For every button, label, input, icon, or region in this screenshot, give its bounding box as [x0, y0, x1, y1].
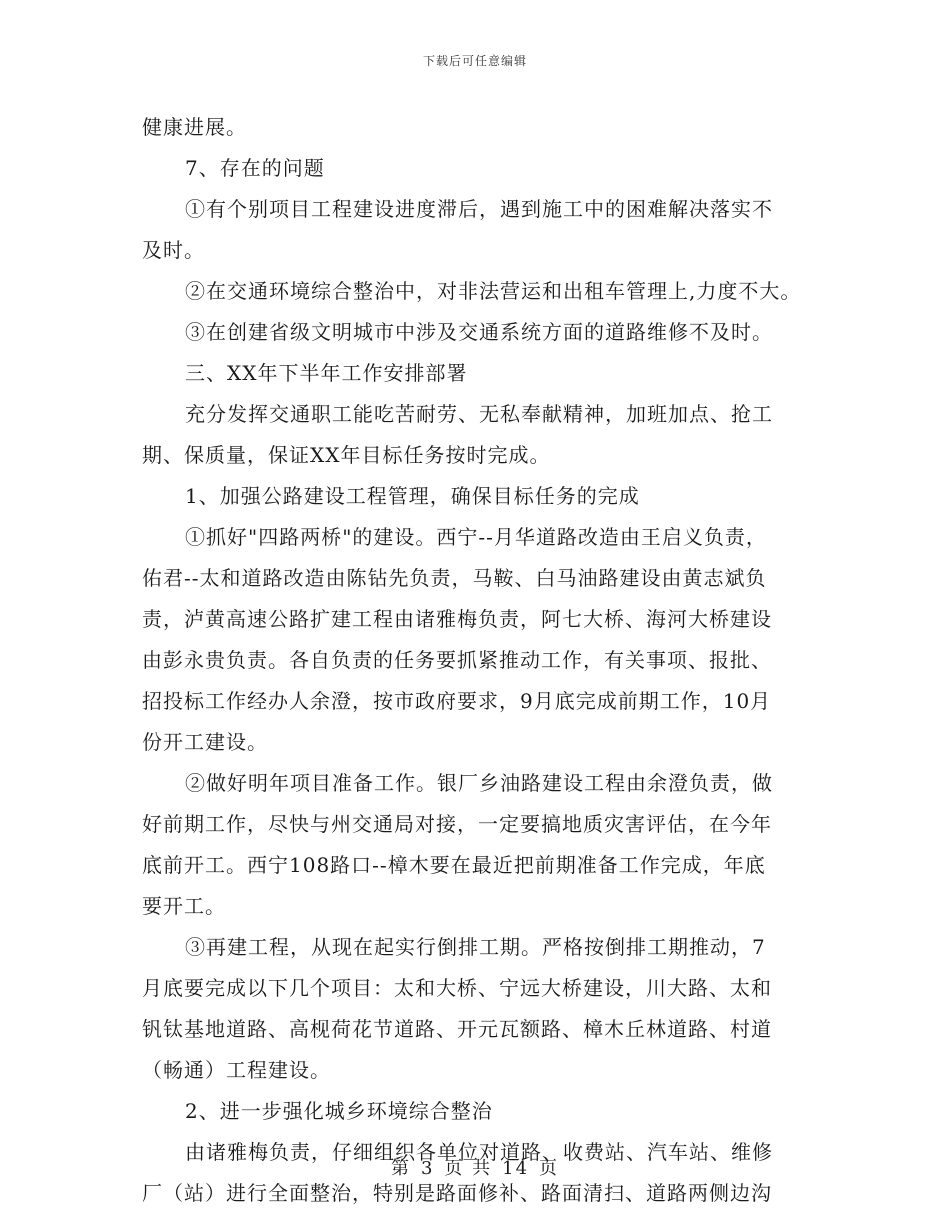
text-line: 月底要完成以下几个项目：太和大桥、宁远大桥建设，川大路、太和	[142, 976, 772, 1000]
text-line: （畅通）工程建设。	[142, 1058, 331, 1082]
section-heading: 三、XX年下半年工作安排部署	[185, 361, 468, 385]
text-line: 厂（站）进行全面整治，特别是路面修补、路面清扫、道路两侧边沟	[142, 1181, 772, 1205]
text-line: ③再建工程，从现在起实行倒排工期。严格按倒排工期推动，7	[185, 935, 766, 959]
text-line: 健康进展。	[142, 115, 247, 139]
text-line: 好前期工作，尽快与州交通局对接，一定要搞地质灾害评估，在今年	[142, 812, 772, 836]
text-line: 钒钛基地道路、高枧荷花节道路、开元瓦额路、樟木丘林道路、村道	[142, 1017, 772, 1041]
section-heading: 2、进一步强化城乡环境综合整治	[185, 1099, 493, 1123]
text-line: 份开工建设。	[142, 730, 268, 754]
text-line: ①有个别项目工程建设进度滞后，遇到施工中的困难解决落实不	[185, 197, 773, 221]
page-header: 下载后可任意编辑	[422, 54, 527, 68]
footer-middle: 页 共	[444, 1158, 493, 1179]
text-line: 招投标工作经办人余澄，按市政府要求，9月底完成前期工作，10月	[142, 689, 772, 713]
text-line: ②在交通环境综合整治中，对非法营运和出租车管理上,力度不大。	[185, 279, 802, 303]
footer-prefix: 第	[390, 1158, 411, 1179]
document-body	[142, 107, 832, 1214]
page-footer	[0, 1154, 950, 1180]
text-line: 充分发挥交通职工能吃苦耐劳、无私奉献精神，加班加点、抢工	[185, 402, 773, 426]
text-line: 底前开工。西宁108路口--樟木要在最近把前期准备工作完成，年底	[142, 853, 766, 877]
text-line: 责，泸黄高速公路扩建工程由诸雅梅负责，阿七大桥、海河大桥建设	[142, 607, 772, 631]
text-line: 期、保质量，保证XX年目标任务按时完成。	[142, 443, 551, 467]
section-heading: 7、存在的问题	[185, 156, 325, 180]
text-line: 由彭永贵负责。各自负责的任务要抓紧推动工作，有关事项、报批、	[142, 648, 772, 672]
text-line: ③在创建省级文明城市中涉及交通系统方面的道路维修不及时。	[185, 320, 773, 344]
text-line: 要开工。	[142, 894, 226, 918]
text-line: ①抓好"四路两桥"的建设。西宁--月华道路改造由王启义负责，	[185, 525, 767, 549]
footer-suffix: 页	[539, 1158, 560, 1179]
page-number: 3	[420, 1158, 435, 1179]
text-line: ②做好明年项目准备工作。银厂乡油路建设工程由余澄负责，做	[185, 771, 773, 795]
text-line: 及时。	[142, 238, 205, 262]
text-line: 佑君--太和道路改造由陈钻先负责，马鞍、白马油路建设由黄志斌负	[142, 566, 767, 590]
text-line: 由诸雅梅负责，仔细组织各单位对道路、收费站、汽车站、维修	[185, 1140, 773, 1164]
total-pages: 14	[502, 1158, 530, 1179]
section-heading: 1、加强公路建设工程管理，确保目标任务的完成	[185, 484, 640, 508]
